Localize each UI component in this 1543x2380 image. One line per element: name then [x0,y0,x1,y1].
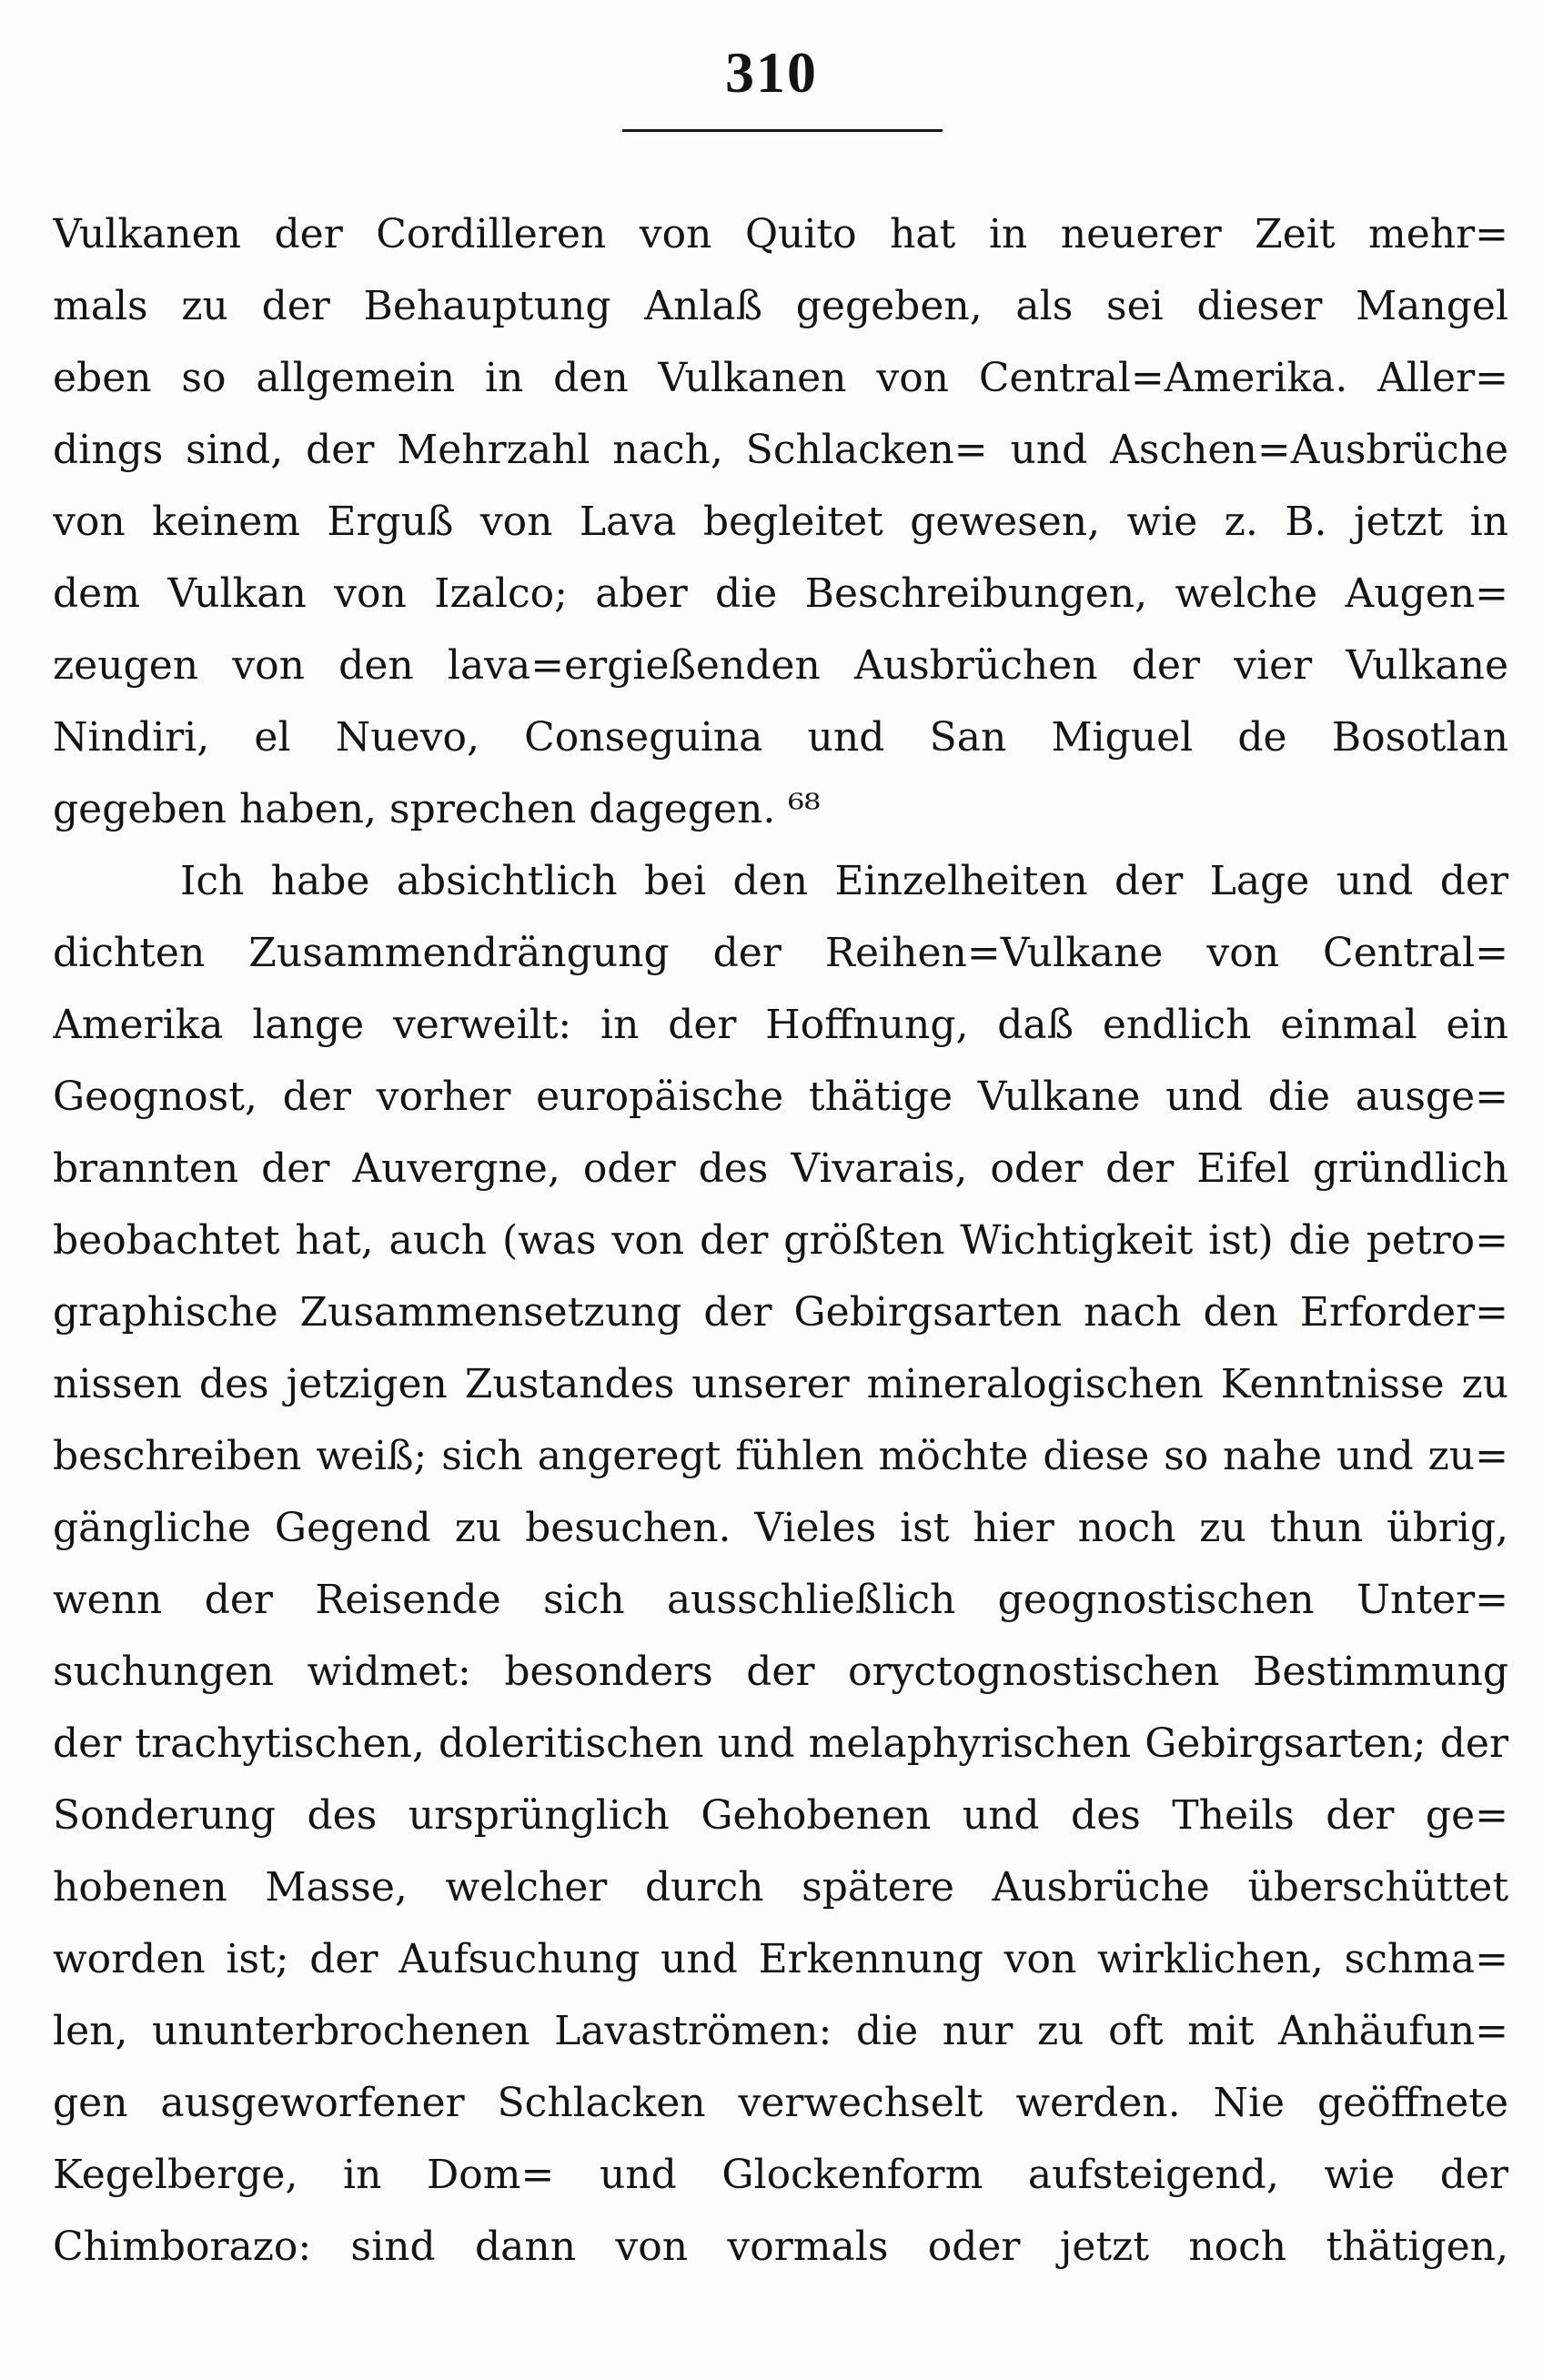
text-line: Vulkanen der Cordilleren von Quito hat in neuerer Zeit mehr= [53,211,1508,257]
text-line: Ich habe absichtlich bei den Einzelheiten der Lage und der [180,858,1508,904]
text-line: der trachytischen, doleritischen und melaphyrischen Gebirgsarten; der [53,1720,1508,1767]
text-line: gen ausgeworfener Schlacken verwechselt werden. Nie geöffnete [53,2080,1508,2126]
page-number: 310 [725,40,818,105]
text-body [53,198,1508,2283]
text-line: Amerika lange verweilt: in der Hoffnung, daß endlich einmal ein [53,1002,1508,1048]
text-line: Sonderung des ursprünglich Gehobenen und des Theils der ge= [53,1792,1508,1839]
text-line: graphische Zusammensetzung der Gebirgsarten nach den Erforder= [53,1289,1508,1336]
text-line: gegeben haben, sprechen dagegen. ⁶⁸ [53,786,821,832]
header-rule [622,129,943,132]
text-line: Kegelberge, in Dom= und Glockenform aufsteigend, wie der [53,2152,1508,2198]
paragraph-2 [53,845,1508,2283]
paragraph-1 [53,198,1508,845]
text-line: beschreiben weiß; sich angeregt fühlen möchte diese so nahe und zu= [53,1433,1508,1479]
text-line: worden ist; der Aufsuchung und Erkennung von wirklichen, schma= [53,1936,1508,1982]
text-line: dings sind, der Mehrzahl nach, Schlacken= und Aschen=Ausbrüche [53,427,1508,473]
text-line: eben so allgemein in den Vulkanen von Central=Amerika. Aller= [53,355,1508,401]
text-line: suchungen widmet: besonders der oryctognostischen Bestimmung [53,1649,1508,1695]
text-line: Geognost, der vorher europäische thätige Vulkane und die ausge= [53,1074,1508,1120]
text-line: len, ununterbrochenen Lavaströmen: die nur zu oft mit Anhäufun= [53,2008,1508,2054]
text-line: Nindiri, el Nuevo, Conseguina und San Miguel de Bosotlan [53,714,1508,761]
text-line: dichten Zusammendrängung der Reihen=Vulkane von Central= [53,930,1508,976]
text-line: hobenen Masse, welcher durch spätere Ausbrüche überschüttet [53,1864,1508,1911]
text-line: brannten der Auvergne, oder des Vivarais, oder der Eifel gründlich [53,1145,1508,1192]
text-line: Chimborazo: sind dann von vormals oder jetzt noch thätigen, [53,2224,1508,2270]
text-line: dem Vulkan von Izalco; aber die Beschreibungen, welche Augen= [53,570,1508,617]
text-line: gängliche Gegend zu besuchen. Vieles ist hier noch zu thun übrig, [53,1505,1508,1551]
text-line: von keinem Erguß von Lava begleitet gewesen, wie z. B. jetzt in [53,499,1508,545]
text-line: zeugen von den lava=ergießenden Ausbrüchen der vier Vulkane [53,642,1508,689]
text-line: nissen des jetzigen Zustandes unserer mineralogischen Kenntnisse zu [53,1361,1508,1407]
text-line: beobachtet hat, auch (was von der größten Wichtigkeit ist) die petro= [53,1217,1508,1264]
text-line: mals zu der Behauptung Anlaß gegeben, als sei dieser Mangel [53,283,1508,329]
text-line: wenn der Reisende sich ausschließlich geognostischen Unter= [53,1577,1508,1623]
